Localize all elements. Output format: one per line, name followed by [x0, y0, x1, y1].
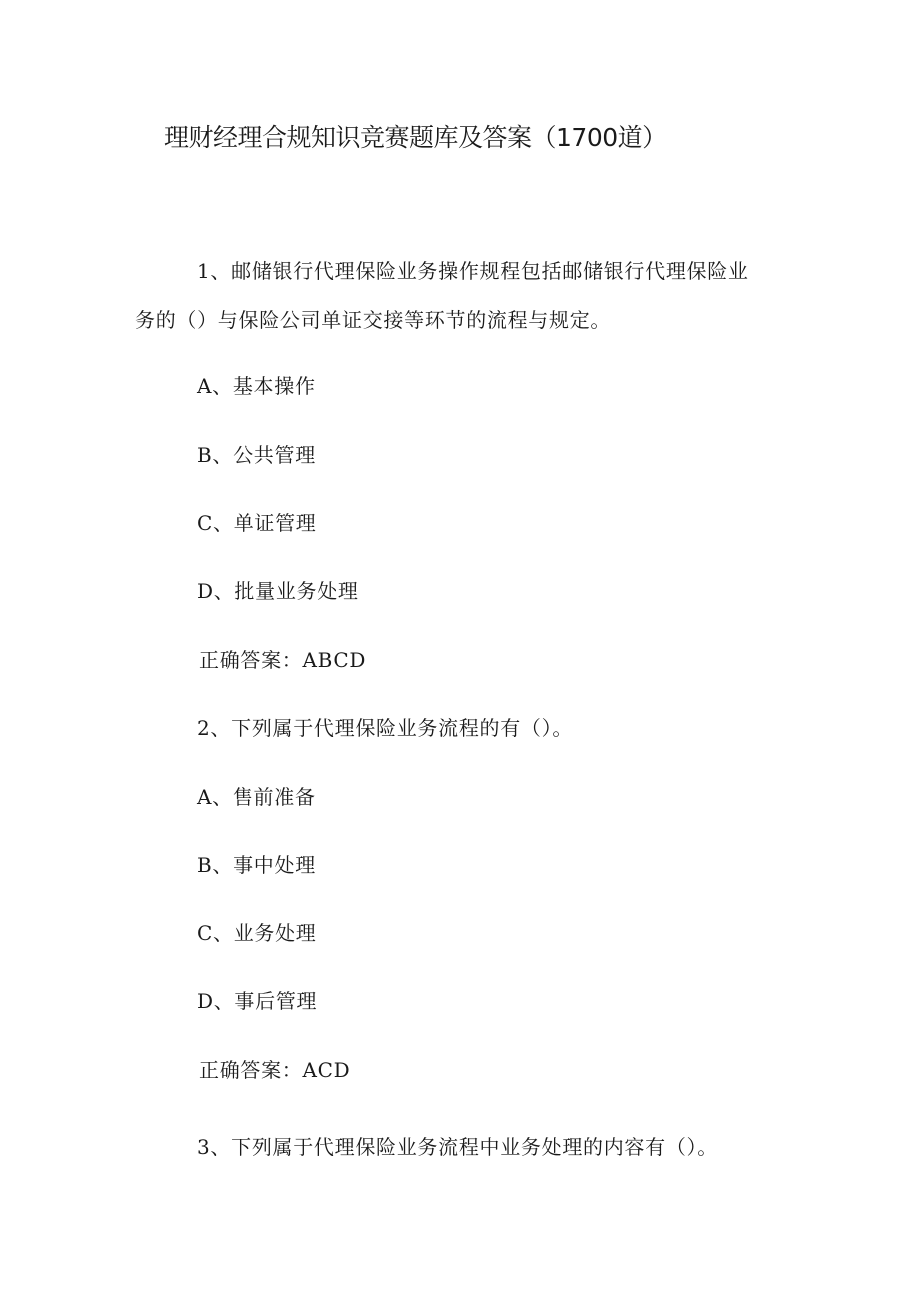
question-1-option-b: B、公共管理	[197, 443, 316, 467]
question-1-option-d: D、批量业务处理	[197, 579, 359, 603]
question-2-stem-line-1: 2、下列属于代理保险业务流程的有（）。	[197, 716, 574, 740]
question-1-stem-line-2: 务的（）与保险公司单证交接等环节的流程与规定。	[135, 308, 612, 332]
question-3-stem-line-1: 3、下列属于代理保险业务流程中业务处理的内容有（）。	[197, 1135, 718, 1159]
question-1-option-c: C、单证管理	[197, 511, 317, 535]
question-1-answer: 正确答案：ABCD	[199, 648, 367, 672]
document-title: 理财经理合规知识竞赛题库及答案（1700道）	[164, 123, 667, 152]
question-1-stem-line-1: 1、邮储银行代理保险业务操作规程包括邮储银行代理保险业	[197, 259, 749, 283]
question-2-option-a: A、售前准备	[197, 785, 316, 809]
question-2-answer: 正确答案：ACD	[199, 1058, 351, 1082]
question-2-option-c: C、业务处理	[197, 921, 317, 945]
question-1-option-a: A、基本操作	[197, 374, 316, 398]
question-2-option-d: D、事后管理	[197, 989, 318, 1013]
question-2-option-b: B、事中处理	[197, 853, 316, 877]
